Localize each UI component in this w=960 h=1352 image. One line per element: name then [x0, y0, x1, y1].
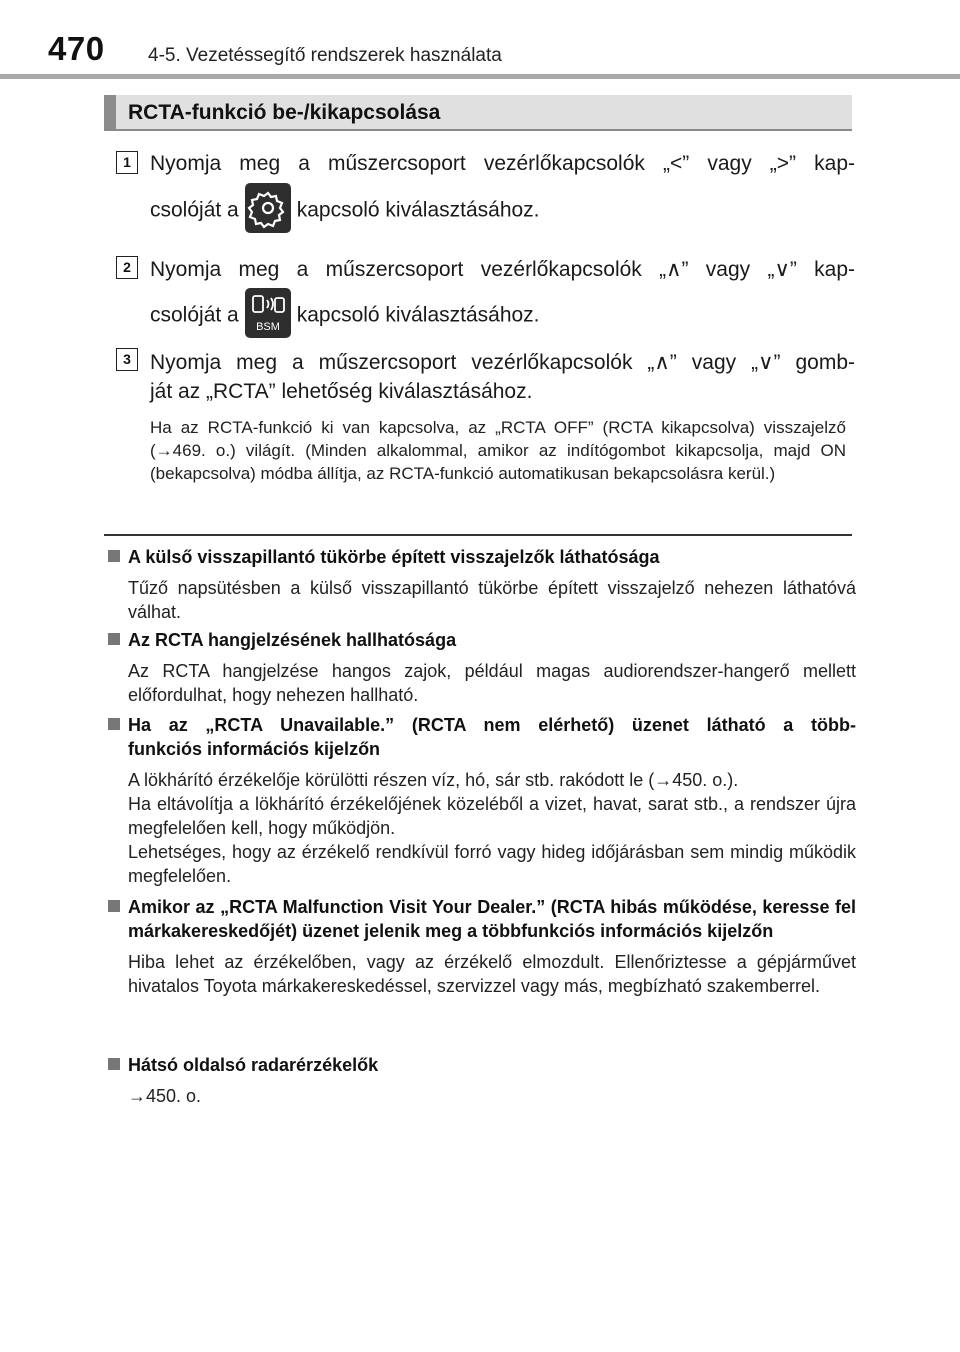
- section-divider: [104, 534, 852, 536]
- info-item-mirror-indicator: [104, 545, 856, 624]
- step-2-line-1-text: Nyomja meg a műszercsoport vezérlőkapcsolók „∧” vagy „∨” kap-: [150, 258, 855, 281]
- page-header: [0, 0, 960, 80]
- info-item-heading-line-2: funkciós információs kijelzőn: [128, 739, 381, 759]
- step-3-line-2: ját az „RCTA” lehetőség kiválasztásához.: [150, 380, 533, 403]
- info-item-body: →450. o.: [128, 1086, 202, 1106]
- info-item-body-line-2: Ha eltávolítja a lökhárító érzékelőjének közeléből a vizet, havat, sarat stb., a rendszer újra megfelelően kell, hogy működjön.: [128, 794, 856, 838]
- info-item-heading: [104, 895, 856, 943]
- step-1-line-2-before: csolóját a: [150, 198, 239, 222]
- chapter-title: 4-5. Vezetéssegítő rendszerek használata: [148, 45, 502, 66]
- info-item-heading: [104, 1053, 856, 1077]
- header-rule: [0, 74, 960, 79]
- info-item-heading-text: Amikor az „RCTA Malfunction Visit Your Dealer.” (RCTA hibás működése, keresse fel márkakereskedőjét) üzenet jelenik meg a többfunkciós információs kijelzőn: [128, 897, 856, 941]
- bullet-square-icon: [108, 900, 120, 912]
- step-2-line-1: [150, 257, 855, 282]
- info-item-heading-text: A külső visszapillantó tükörbe épített visszajelzők láthatósága: [128, 547, 660, 567]
- step-2-line-2-after: kapcsoló kiválasztásához.: [296, 303, 540, 327]
- step-number-2: 2: [116, 256, 138, 279]
- info-item-body: [104, 768, 856, 888]
- info-item-body-line-3: Lehetséges, hogy az érzékelő rendkívül forró vagy hideg időjárásban sem mindig működik megfelelően.: [128, 842, 856, 886]
- info-item-body: Tűző napsütésben a külső visszapillantó tükörbe épített visszajelző nehezen láthatóvá válhat.: [128, 578, 856, 622]
- info-item-heading-text: Az RCTA hangjelzésének hallhatósága: [128, 630, 457, 650]
- step-1-line-2: [150, 186, 855, 236]
- step-1-line-1-text: Nyomja meg a műszercsoport vezérlőkapcsolók „<” vagy „>” kap-: [150, 152, 855, 175]
- bullet-square-icon: [108, 718, 120, 730]
- gear-settings-icon: [245, 183, 291, 233]
- info-item-heading: [104, 713, 856, 761]
- info-item-heading-line-1: Ha az „RCTA Unavailable.” (RCTA nem elérhető) üzenet látható a több-: [128, 715, 856, 735]
- page-number: 470: [48, 30, 105, 67]
- section-title-bar: [104, 95, 116, 129]
- bsm-icon: [245, 288, 291, 338]
- step-3-line-1-text: Nyomja meg a műszercsoport vezérlőkapcsolók „∧” vagy „∨” gomb-: [150, 351, 855, 374]
- info-item-body: Hiba lehet az érzékelőben, vagy az érzékelő elmozdult. Ellenőriztesse a gépjárművet hivatalos Toyota márkakereskedéssel, szervizzel vagy más, megbízható szakemberrel.: [128, 952, 856, 996]
- step-2-line-2: [150, 291, 855, 341]
- info-item-buzzer: [104, 628, 856, 707]
- info-item-body: Az RCTA hangjelzése hangos zajok, például magas audiorendszer-hangerő mellett előfordulhat, hogy nehezen hallható.: [128, 661, 856, 705]
- bullet-square-icon: [108, 633, 120, 645]
- step-3-line-1: [150, 350, 855, 375]
- info-item-heading: [104, 545, 856, 569]
- section-title: [104, 95, 852, 131]
- info-item-malfunction: [104, 895, 856, 998]
- rcta-off-note: Ha az RCTA-funkció ki van kapcsolva, az „RCTA OFF” (RCTA kikapcsolva) visszajelző (→469. o.) világít. (Minden alkalommal, amikor az indítógombot kikapcsolja, majd ON (bekapcsolva) módba állítja, az RCTA-funkció automatikusan bekapcsolásra kerül.): [150, 418, 846, 483]
- step-1-line-2-after: kapcsoló kiválasztásához.: [296, 198, 540, 222]
- section-title-text: RCTA-funkció be-/kikapcsolása: [128, 101, 441, 124]
- info-item-unavailable: [104, 713, 856, 888]
- info-item-body-line-1: A lökhárító érzékelője körülötti részen víz, hó, sár stb. rakódott le (→450. o.).: [128, 770, 739, 790]
- step-number-3: 3: [116, 348, 138, 371]
- step-1-line-1: [150, 152, 855, 176]
- bullet-square-icon: [108, 550, 120, 562]
- step-2-line-2-before: csolóját a: [150, 303, 239, 327]
- bsm-icon-label: BSM: [255, 321, 280, 333]
- bullet-square-icon: [108, 1058, 120, 1070]
- info-item-heading: [104, 628, 856, 652]
- step-number-1: 1: [116, 151, 138, 174]
- info-item-heading-text: Hátsó oldalsó radarérzékelők: [128, 1055, 379, 1075]
- info-item-radar-sensors: [104, 1053, 856, 1108]
